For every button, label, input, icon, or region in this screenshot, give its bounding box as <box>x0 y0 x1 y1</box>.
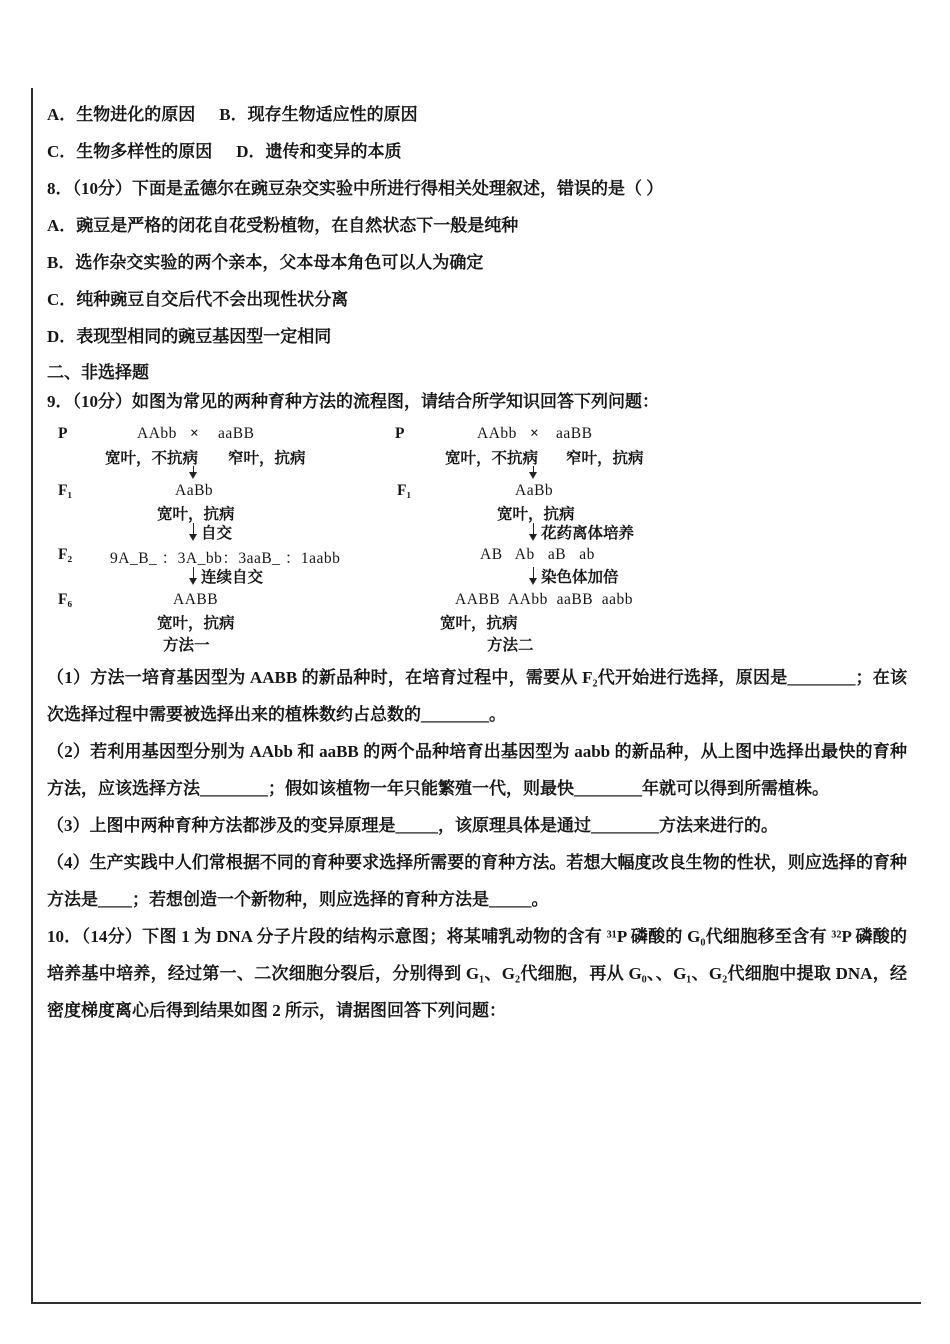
m2-cross-icon: × <box>530 425 539 442</box>
m2-caption: 方法二 <box>487 637 534 654</box>
m2-arrow-chromosome-doubling <box>533 567 534 582</box>
m2-f1-label: F₁ <box>397 482 412 499</box>
q8-option-b: B．选作杂交实验的两个亲本，父本母本角色可以人为确定 <box>47 253 484 272</box>
m1-f6-label: F₆ <box>58 591 73 608</box>
q8-stem: 8．（10分）下面是孟德尔在豌豆杂交实验中所进行得相关处理叙述，错误的是（ ） <box>47 179 664 198</box>
m2-f1-genotype: AaBb <box>515 482 554 499</box>
m1-f2-ratio: 9A_B_ ：3A_bb：3aaB_ ：1aabb <box>110 550 341 567</box>
m2-arrow-anther-culture <box>533 523 534 538</box>
m2-parent1-trait: 宽叶，不抗病 <box>445 450 539 467</box>
q9-sub2: （2）若利用基因型分别为 AAbb 和 aaBB 的两个品种培育出基因型为 aabb 的新品种，从上图中选择出最快的育种方法，应该选择方法________；假如该植物一年只能繁殖一代，则最快________年就可以得到所需植株。 <box>47 742 907 798</box>
q9-sub4: （4）生产实践中人们常根据不同的育种要求选择所需要的育种方法。若想大幅度改良生物的性状，则应选择的育种方法是____；若想创造一个新物种，则应选择的育种方法是_____。 <box>47 853 907 909</box>
q7-option-a: A．生物进化的原因 <box>47 105 196 124</box>
m1-cross-icon: × <box>190 425 199 442</box>
breeding-methods-diagram <box>47 419 907 659</box>
m1-f6-trait: 宽叶，抗病 <box>157 615 235 632</box>
m2-parent2: aaBB <box>556 425 593 442</box>
section-header: 二、非选择题 <box>47 363 149 382</box>
exam-content <box>47 96 907 1029</box>
m2-parent2-trait: 窄叶，抗病 <box>566 450 644 467</box>
m1-arrow-continuous-selfing <box>193 567 194 582</box>
m1-parent1-trait: 宽叶，不抗病 <box>105 450 199 467</box>
q8-option-c: C．纯种豌豆自交后代不会出现性状分离 <box>47 290 349 309</box>
m1-parent1: AAbb <box>137 425 177 442</box>
page-border-bottom <box>31 1302 921 1304</box>
q7-option-d: D．遗传和变异的本质 <box>236 142 402 161</box>
m2-parent1: AAbb <box>477 425 517 442</box>
m1-f2-label: F₂ <box>58 546 73 563</box>
q8-option-d: D．表现型相同的豌豆基因型一定相同 <box>47 327 332 346</box>
m1-continuous-selfing-label: 连续自交 <box>201 569 264 586</box>
m2-anther-culture-label: 花药离体培养 <box>541 525 635 542</box>
q9-sub1: （1）方法一培育基因型为 AABB 的新品种时，在培育过程中，需要从 F₂代开始进行选择，原因是________；在该次选择过程中需要被选择出来的植株数约占总数的________。 <box>47 668 907 724</box>
m2-gen-p-label: P <box>395 425 405 442</box>
m1-selfing-label: 自交 <box>201 525 233 542</box>
m1-f1-trait: 宽叶，抗病 <box>157 506 235 523</box>
m1-f1-genotype: AaBb <box>175 482 214 499</box>
q9-sub3: （3）上图中两种育种方法都涉及的变异原理是_____，该原理具体是通过________方法来进行的。 <box>47 816 778 835</box>
q7-options-line-cd <box>47 133 907 170</box>
m1-arrow-selfing <box>193 523 194 538</box>
page-border-left <box>31 88 33 1304</box>
m1-gen-p-label: P <box>58 425 68 442</box>
m2-doubled-genotypes: AABB AAbb aaBB aabb <box>455 591 634 608</box>
m1-f1-label: F₁ <box>58 482 73 499</box>
q7-option-b: B．现存生物适应性的原因 <box>219 105 418 124</box>
m2-chromosome-doubling-label: 染色体加倍 <box>541 569 619 586</box>
q10-stem: 10．（14分）下图 1 为 DNA 分子片段的结构示意图；将某哺乳动物的含有 ³¹P 磷酸的 G₀代细胞移至含有 ³²P 磷酸的培养基中培养，经过第一、二次细胞分裂后，分别得到 G₁、G₂代细胞，再从 G₀、、G₁、G₂代细胞中提取 DNA，经密度梯度离心后得到结果如图 2 所示，请据图回答下列问题： <box>47 927 907 1020</box>
m1-caption: 方法一 <box>163 637 210 654</box>
q9-stem: 9．（10分）如图为常见的两种育种方法的流程图，请结合所学知识回答下列问题： <box>47 392 659 411</box>
m1-arrow-p-to-f1 <box>193 466 194 476</box>
m2-doubled-trait: 宽叶，抗病 <box>440 615 518 632</box>
m1-f6-genotype: AABB <box>173 591 219 608</box>
m2-arrow-p-to-f1 <box>533 466 534 476</box>
m2-gametes: AB Ab aB ab <box>480 546 595 563</box>
m2-f1-trait: 宽叶，抗病 <box>497 506 575 523</box>
q7-option-c: C．生物多样性的原因 <box>47 142 213 161</box>
m1-parent2: aaBB <box>218 425 255 442</box>
m1-parent2-trait: 窄叶，抗病 <box>228 450 306 467</box>
q7-options-line-ab <box>47 96 907 133</box>
q8-option-a: A．豌豆是严格的闭花自花受粉植物，在自然状态下一般是纯种 <box>47 216 519 235</box>
